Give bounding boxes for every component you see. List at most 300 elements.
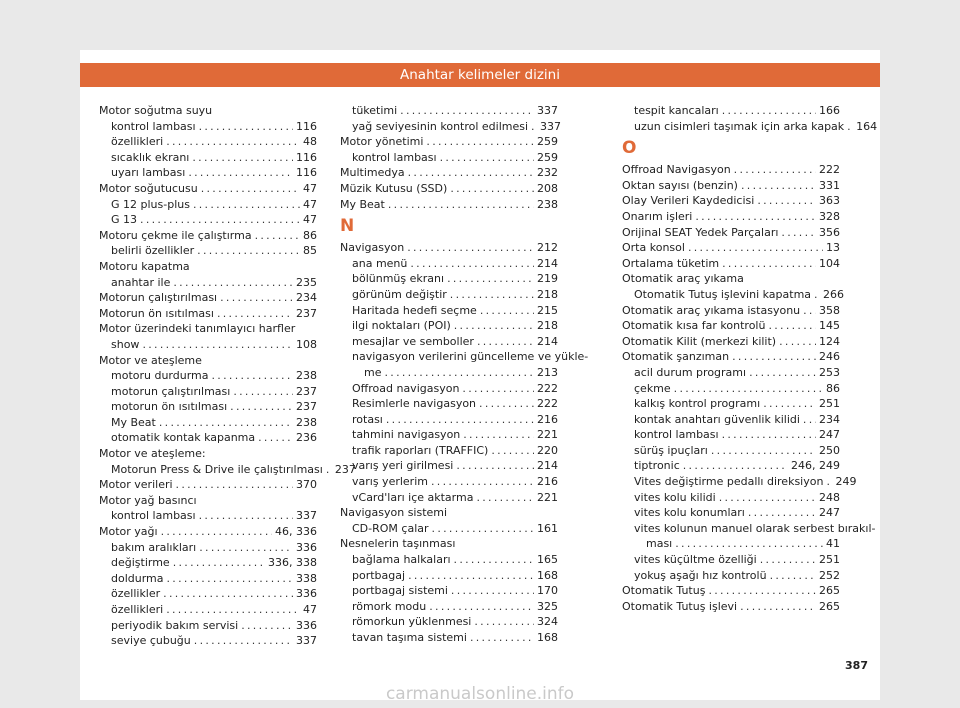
page-ref: 46, 336: [275, 525, 317, 539]
index-heading: Nesnelerin taşınması: [340, 537, 456, 551]
page-ref: 85: [303, 244, 317, 258]
page-ref: 221: [537, 428, 558, 442]
dot-leader: [722, 427, 816, 443]
page-ref: 336: [296, 618, 317, 632]
index-heading: Navigasyon sistemi: [340, 506, 448, 520]
page-ref: 337: [296, 509, 317, 523]
page-ref: 108: [296, 337, 317, 351]
dot-leader: [199, 508, 293, 524]
entry-text: kontrol lambası: [111, 509, 196, 523]
index-heading: Motoru kapatma: [99, 259, 190, 273]
dot-leader: [426, 134, 534, 150]
index-subentry: [340, 318, 558, 334]
index-entry: [622, 318, 840, 334]
entry-text: özellikleri: [111, 135, 164, 149]
entry-text: portbagaj: [352, 568, 406, 582]
page-ref: 266: [823, 287, 845, 301]
dot-leader: [722, 103, 816, 119]
entry-text: kontrol lambası: [634, 428, 719, 442]
page-ref: 251: [819, 397, 840, 411]
index-entry: [622, 583, 840, 599]
index-page: [80, 50, 880, 700]
entry-text: Navigasyon: [340, 241, 405, 255]
index-subentry: [99, 243, 317, 259]
page-ref: 213: [537, 365, 558, 379]
index-entry: [622, 193, 840, 209]
page-ref: 222: [819, 163, 840, 177]
dot-leader: [166, 134, 300, 150]
dot-leader: [695, 209, 816, 225]
page-ref: 324: [537, 615, 558, 629]
page-ref: 208: [537, 181, 558, 195]
dot-leader: [814, 287, 820, 303]
page-ref: 218: [537, 319, 558, 333]
index-subentry: [99, 415, 317, 431]
entry-text: Haritada hedefi seçme: [352, 303, 477, 317]
index-subentry: [99, 399, 317, 415]
entry-text: otomatik kontak kapanma: [111, 431, 256, 445]
dot-leader: [781, 225, 816, 241]
page-ref: 104: [819, 256, 840, 270]
entry-text: römork modu: [352, 599, 427, 613]
page-ref: 161: [537, 521, 558, 535]
page-ref: 253: [819, 365, 840, 379]
dot-leader: [688, 240, 823, 256]
page-ref: 259: [537, 135, 558, 149]
index-subentry: [622, 443, 840, 459]
index-subentry: [622, 505, 840, 521]
dot-leader: [233, 384, 293, 400]
page-ref: 247: [819, 428, 840, 442]
dot-leader: [803, 412, 816, 428]
entry-text: trafik raporları (TRAFFIC): [352, 443, 489, 457]
page-ref: 237: [296, 306, 317, 320]
entry-text: Onarım işleri: [622, 209, 693, 223]
index-heading: Motor üzerindeki tanımlayıcı harfler: [99, 322, 296, 336]
page-ref: 222: [537, 397, 558, 411]
entry-text: periyodik bakım servisi: [111, 618, 239, 632]
page-ref: 337: [296, 634, 317, 648]
page-ref: 235: [296, 275, 317, 289]
page-ref: 86: [826, 381, 840, 395]
page-ref: 259: [537, 150, 558, 164]
page-ref: 237: [296, 400, 317, 414]
dot-leader: [760, 552, 816, 568]
page-ref: 363: [819, 194, 840, 208]
page-ref: 212: [537, 241, 558, 255]
entry-text: Otomatik şanzıman: [622, 350, 730, 364]
index-subentry: [340, 396, 558, 412]
index-subentry: [340, 150, 558, 166]
entry-text: My Beat: [111, 415, 156, 429]
index-entry: [622, 256, 840, 272]
page-ref: 164: [856, 119, 878, 133]
index-subentry: [622, 381, 840, 397]
dot-leader: [480, 303, 534, 319]
index-subentry: [99, 618, 317, 634]
dot-leader: [230, 399, 293, 415]
entry-text: ana menü: [352, 256, 408, 270]
entry-text: kontak anahtarı güvenlik kilidi: [634, 412, 800, 426]
dot-leader: [140, 212, 300, 228]
page-ref: 338: [296, 571, 317, 585]
dot-leader: [173, 275, 293, 291]
entry-text: Ortalama tüketim: [622, 256, 720, 270]
entry-text: Offroad navigasyon: [352, 381, 460, 395]
page-ref: 370: [296, 478, 317, 492]
dot-leader: [748, 505, 816, 521]
dot-leader: [454, 318, 534, 334]
index-subentry: [340, 443, 558, 459]
index-subentry: [99, 368, 317, 384]
index-entry: [622, 349, 840, 365]
index-subentry: [622, 474, 857, 490]
page-ref: 168: [537, 568, 558, 582]
index-subentry: [622, 287, 845, 303]
index-subentry: [340, 552, 558, 568]
page-ref: 222: [537, 381, 558, 395]
entry-text: kontrol lambası: [352, 150, 437, 164]
entry-text: Otomatik Tutuş işlevi: [622, 599, 738, 613]
index-subentry: [99, 633, 317, 649]
dot-leader: [193, 197, 300, 213]
entry-text: Resimlerle navigasyon: [352, 397, 477, 411]
index-subentry: [340, 630, 558, 646]
page-ref: 47: [303, 181, 317, 195]
page-ref: 216: [537, 475, 558, 489]
dot-leader: [477, 334, 534, 350]
entry-text: görünüm değiştir: [352, 287, 447, 301]
index-subentry: [340, 614, 558, 630]
page-ref: 116: [296, 119, 317, 133]
index-subentry: [99, 212, 317, 228]
entry-text: Multimedya: [340, 166, 405, 180]
index-entry: [340, 197, 558, 213]
page-number: 387: [845, 659, 868, 672]
page-ref: 218: [537, 287, 558, 301]
entry-text: yağ seviyesinin kontrol edilmesi: [352, 119, 529, 133]
dot-leader: [447, 271, 534, 287]
dot-leader: [470, 630, 534, 646]
page-ref: 234: [819, 412, 840, 426]
page-ref: 238: [537, 197, 558, 211]
dot-leader: [741, 178, 816, 194]
entry-text: Otomatik Kilit (merkezi kilit): [622, 334, 777, 348]
entry-text: motorun çalıştırılması: [111, 384, 231, 398]
entry-text: G 13: [111, 213, 138, 227]
index-entry: [99, 306, 317, 322]
entry-text: çekme: [634, 381, 671, 395]
index-subentry: [340, 271, 558, 287]
dot-leader: [176, 477, 293, 493]
index-heading: Motor yağ basıncı: [99, 493, 197, 507]
index-subentry: [340, 583, 558, 599]
dot-leader: [388, 197, 534, 213]
entry-text: yokuş aşağı hız kontrolü: [634, 568, 767, 582]
entry-text: Offroad Navigasyon: [622, 163, 731, 177]
dot-leader: [163, 586, 293, 602]
section-letter: O: [622, 138, 637, 159]
dot-leader: [386, 412, 534, 428]
index-subentry: [340, 412, 558, 428]
page-ref: 13: [826, 241, 840, 255]
dot-leader: [410, 256, 534, 272]
entry-text: uyarı lambası: [111, 166, 186, 180]
index-subentry: [622, 568, 840, 584]
entry-text: me: [364, 365, 382, 379]
dot-leader: [326, 462, 332, 478]
page-ref: 246: [819, 350, 840, 364]
index-subentry: [99, 384, 317, 400]
dot-leader: [674, 381, 823, 397]
index-subentry: [99, 119, 317, 135]
index-subentry: [99, 462, 356, 478]
page-ref: 265: [819, 599, 840, 613]
index-heading: Motor soğutma suyu: [99, 104, 213, 117]
entry-text: acil durum programı: [634, 365, 747, 379]
dot-leader: [826, 474, 832, 490]
page-ref: 47: [303, 213, 317, 227]
index-subentry: [340, 458, 558, 474]
entry-text: Motorun ön ısıtılması: [99, 306, 214, 320]
dot-leader: [408, 165, 534, 181]
page-ref: 237: [296, 384, 317, 398]
index-entry: [622, 240, 840, 256]
index-subentry: [99, 571, 317, 587]
page-ref: 265: [819, 584, 840, 598]
entry-text: Otomatik Tutuş işlevini kapatma: [634, 287, 812, 301]
entry-text: Motorun çalıştırılması: [99, 291, 218, 305]
dot-leader: [779, 334, 816, 350]
dot-leader: [451, 583, 534, 599]
index-subentry: [340, 365, 558, 381]
page-ref: 331: [819, 178, 840, 192]
entry-text: varış yerlerim: [352, 475, 428, 489]
watermark: carmanualsonline.info: [385, 684, 575, 704]
dot-leader: [440, 150, 534, 166]
index-subentry: [99, 602, 317, 618]
entry-text: Vites değiştirme pedallı direksiyon: [634, 475, 824, 489]
dot-leader: [711, 443, 816, 459]
index-subentry: [622, 396, 840, 412]
entry-text: Motor verileri: [99, 478, 173, 492]
index-subentry: [99, 337, 317, 353]
dot-leader: [740, 599, 816, 615]
dot-leader: [719, 490, 816, 506]
entry-text: varış yeri girilmesi: [352, 459, 454, 473]
index-column-3: [622, 103, 878, 614]
dot-leader: [456, 458, 534, 474]
dot-leader: [757, 193, 816, 209]
page-ref: 124: [819, 334, 840, 348]
dot-leader: [173, 555, 265, 571]
entry-text: vites küçültme özelliği: [634, 553, 757, 567]
index-subentry: [622, 119, 878, 135]
index-entry: [99, 181, 317, 197]
page-ref: 219: [537, 272, 558, 286]
page-ref: 336: [296, 587, 317, 601]
dot-leader: [803, 303, 816, 319]
index-heading: Motor ve ateşleme: [99, 353, 202, 367]
entry-text: kontrol lambası: [111, 119, 196, 133]
index-entry: [622, 225, 840, 241]
index-subentry: [99, 508, 317, 524]
index-subentry: vites kolunun manuel olarak serbest bırakıl-: [634, 521, 876, 535]
dot-leader: [722, 256, 816, 272]
dot-leader: [462, 381, 534, 397]
index-subentry: [99, 165, 317, 181]
dot-leader: [683, 458, 788, 474]
index-subentry: [622, 365, 840, 381]
index-column-1: [99, 103, 356, 649]
page-ref: 336: [296, 540, 317, 554]
dot-leader: [768, 318, 816, 334]
entry-text: show: [111, 337, 140, 351]
index-entry: [99, 524, 317, 540]
page-ref: 337: [537, 104, 558, 117]
dot-leader: [201, 181, 300, 197]
dot-leader: [255, 228, 300, 244]
page-ref: 216: [537, 412, 558, 426]
index-subentry: [622, 103, 840, 119]
dot-leader: [188, 165, 293, 181]
entry-text: Müzik Kutusu (SSD): [340, 181, 448, 195]
page-ref: 145: [819, 319, 840, 333]
dot-leader: [708, 583, 816, 599]
dot-leader: [384, 365, 534, 381]
index-entry: [622, 303, 840, 319]
dot-leader: [161, 524, 272, 540]
index-subentry: [340, 256, 558, 272]
index-subentry: [99, 555, 317, 571]
entry-text: Motor yağı: [99, 525, 158, 539]
page-ref: 234: [296, 291, 317, 305]
entry-text: tespit kancaları: [634, 104, 719, 117]
page-ref: 214: [537, 459, 558, 473]
entry-text: Motor soğutucusu: [99, 181, 198, 195]
index-subentry: [340, 103, 558, 119]
dot-leader: [479, 396, 534, 412]
entry-text: tahmini navigasyon: [352, 428, 461, 442]
dot-leader: [770, 568, 816, 584]
entry-text: vites kolu kilidi: [634, 490, 716, 504]
entry-text: seviye çubuğu: [111, 634, 191, 648]
dot-leader: [217, 306, 293, 322]
entry-text: bölünmüş ekranı: [352, 272, 445, 286]
page-ref: 358: [819, 303, 840, 317]
entry-text: değiştirme: [111, 556, 170, 570]
index-entry: [340, 165, 558, 181]
page-ref: 252: [819, 568, 840, 582]
index-entry: [340, 181, 558, 197]
dot-leader: [167, 571, 293, 587]
dot-leader: [400, 103, 534, 119]
index-subentry: [99, 134, 317, 150]
entry-text: kalkış kontrol programı: [634, 397, 761, 411]
page-ref: 166: [819, 104, 840, 117]
index-subentry: [622, 458, 840, 474]
entry-text: vCard'ları içe aktarma: [352, 490, 474, 504]
page-ref: 328: [819, 209, 840, 223]
page-ref: 238: [296, 415, 317, 429]
entry-text: tüketimi: [352, 104, 398, 117]
entry-text: tiptronic: [634, 459, 680, 473]
index-entry: [622, 162, 840, 178]
entry-text: CD-ROM çalar: [352, 521, 429, 535]
page-ref: 246, 249: [791, 459, 840, 473]
index-subentry: [340, 381, 558, 397]
index-entry: [99, 290, 317, 306]
entry-text: ması: [646, 537, 673, 551]
entry-text: Otomatik araç yıkama istasyonu: [622, 303, 801, 317]
dot-leader: [220, 290, 293, 306]
entry-text: tavan taşıma sistemi: [352, 631, 467, 644]
page-ref: 336, 338: [268, 556, 317, 570]
entry-text: portbagaj sistemi: [352, 584, 448, 598]
dot-leader: [476, 490, 534, 506]
entry-text: sıcaklık ekranı: [111, 150, 190, 164]
entry-text: motorun ön ısıtılması: [111, 400, 228, 414]
index-subentry: [340, 474, 558, 490]
entry-text: G 12 plus-plus: [111, 197, 190, 211]
dot-leader: [408, 568, 534, 584]
index-subentry: [340, 568, 558, 584]
page-ref: 232: [537, 166, 558, 180]
index-subentry: [340, 334, 558, 350]
entry-text: bakım aralıkları: [111, 540, 197, 554]
dot-leader: [142, 337, 293, 353]
dot-leader: [241, 618, 293, 634]
dot-leader: [463, 427, 534, 443]
dot-leader: [763, 396, 816, 412]
page-ref: 47: [303, 197, 317, 211]
entry-text: Motoru çekme ile çalıştırma: [99, 228, 252, 242]
index-entry: [622, 178, 840, 194]
index-heading: Otomatik araç yıkama: [622, 272, 744, 286]
index-subentry: [99, 586, 317, 602]
dot-leader: [166, 602, 300, 618]
dot-leader: [432, 521, 534, 537]
header-band: [80, 63, 880, 87]
dot-leader: [159, 415, 293, 431]
index-heading: Motor ve ateşleme:: [99, 447, 206, 461]
dot-leader: [212, 368, 293, 384]
index-subentry: [340, 119, 562, 135]
index-entry: [99, 228, 317, 244]
entry-text: Olay Verileri Kaydedicisi: [622, 194, 755, 208]
index-entry: [622, 599, 840, 615]
page-ref: 337: [540, 119, 562, 133]
index-subentry: [99, 275, 317, 291]
page-ref: 41: [826, 537, 840, 551]
dot-leader: [199, 119, 293, 135]
index-entry: [340, 134, 558, 150]
page-ref: 215: [537, 303, 558, 317]
dot-leader: [429, 599, 534, 615]
dot-leader: [258, 430, 293, 446]
index-subentry: [99, 540, 317, 556]
page-ref: 325: [537, 599, 558, 613]
index-subentry: [340, 303, 558, 319]
index-subentry: [340, 427, 558, 443]
page-ref: 214: [537, 334, 558, 348]
entry-text: sürüş ipuçları: [634, 443, 708, 457]
page-ref: 116: [296, 150, 317, 164]
page-ref: 86: [303, 228, 317, 242]
page-ref: 47: [303, 603, 317, 616]
page-ref: 220: [537, 443, 558, 457]
entry-text: anahtar ile: [111, 275, 171, 289]
